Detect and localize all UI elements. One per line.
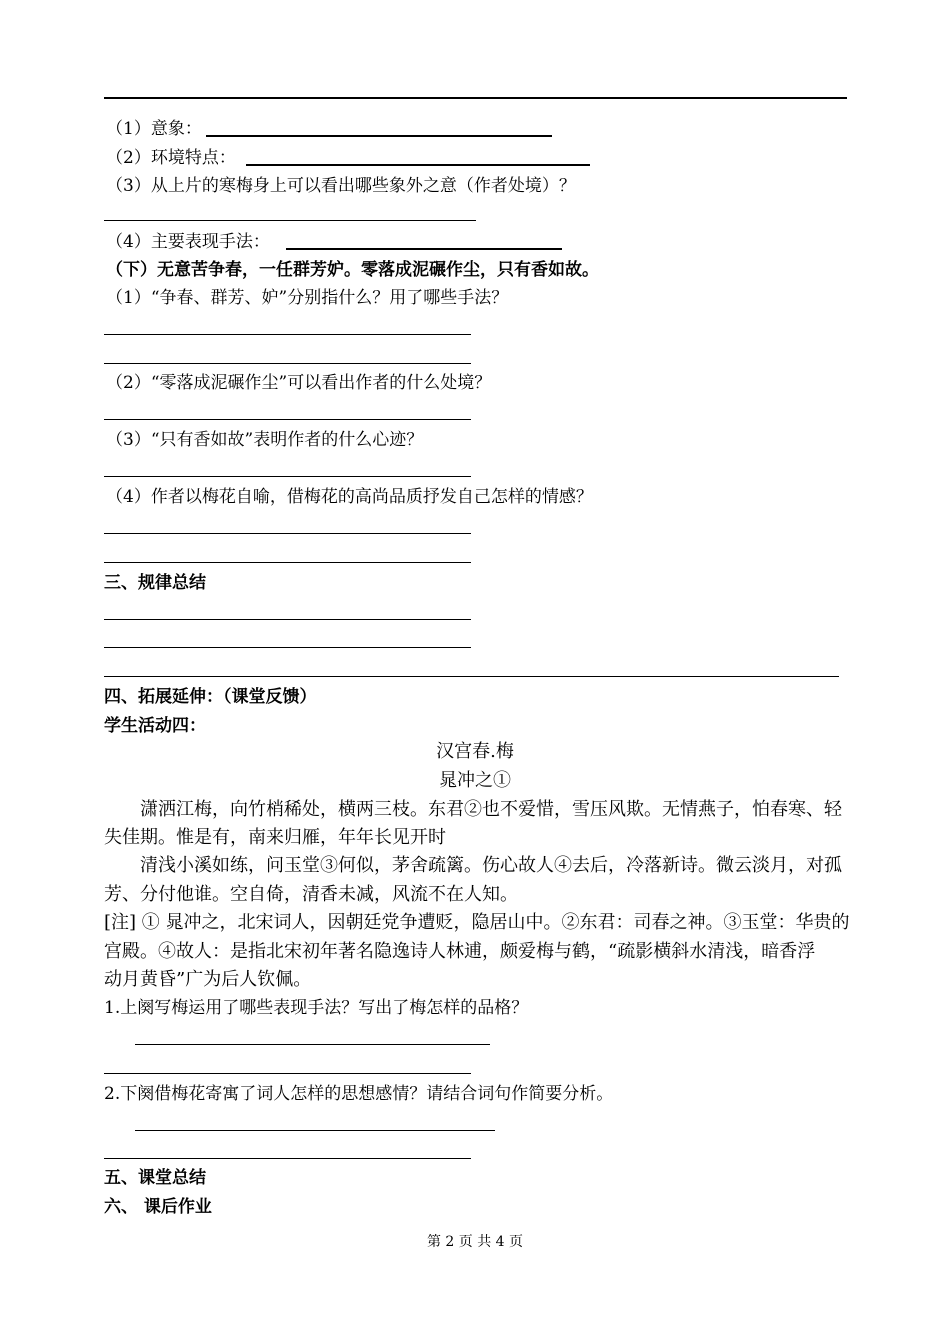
answer-line bbox=[286, 248, 562, 250]
answer-line bbox=[104, 334, 471, 335]
extension-question-1: 1.上阕写梅运用了哪些表现手法？写出了梅怎样的品格？ bbox=[104, 998, 529, 1018]
answer-line bbox=[104, 419, 471, 420]
extension-question-2: 2.下阕借梅花寄寓了词人怎样的思想感情？请结合词句作简要分析。 bbox=[104, 1084, 614, 1104]
lower-question-2: （2）“零落成泥碾作尘”可以看出作者的什么处境？ bbox=[106, 373, 492, 393]
question-technique: （4）主要表现手法： bbox=[106, 232, 270, 252]
poem-title: 汉宫春.梅 bbox=[436, 741, 514, 762]
poem-author: 晁冲之① bbox=[439, 770, 511, 791]
note-line-1: [注] ① 晁冲之，北宋词人，因朝廷党争遭贬，隐居山中。②东君：司春之神。③玉堂：华贵的 bbox=[104, 912, 850, 933]
question-meaning: （3）从上片的寒梅身上可以看出哪些象外之意（作者处境）？ bbox=[106, 176, 576, 196]
question-imagery: （1）意象： bbox=[106, 119, 202, 139]
question-environment: （2）环境特点： bbox=[106, 148, 236, 168]
poem-paragraph-1-line-1: 潇洒江梅，向竹梢稀处，横两三枝。东君②也不爱惜，雪压风欺。无情燕子，怕春寒、轻 bbox=[140, 799, 842, 820]
section-6-heading: 六、 课后作业 bbox=[104, 1197, 212, 1217]
answer-line bbox=[104, 220, 476, 221]
answer-line bbox=[246, 164, 590, 166]
poem-paragraph-2-line-1: 清浅小溪如练，问玉堂③何似，茅舍疏篱。伤心故人④去后，冷落新诗。微云淡月，对孤 bbox=[140, 855, 842, 876]
answer-line bbox=[135, 1044, 490, 1045]
lower-verse: （下）无意苦争春，一任群芳妒。零落成泥碾作尘，只有香如故。 bbox=[106, 260, 599, 280]
answer-line bbox=[206, 135, 552, 137]
answer-line bbox=[104, 533, 471, 534]
section-3-heading: 三、规律总结 bbox=[104, 573, 206, 593]
answer-line bbox=[104, 619, 471, 620]
answer-line bbox=[104, 676, 839, 677]
section-5-heading: 五、课堂总结 bbox=[104, 1168, 206, 1188]
answer-line bbox=[104, 1158, 471, 1159]
top-rule bbox=[104, 97, 847, 99]
note-line-3: 动月黄昏”广为后人钦佩。 bbox=[104, 969, 312, 990]
note-line-2: 宫殿。④故人：是指北宋初年著名隐逸诗人林逋，颇爱梅与鹤，“疏影横斜水清浅，暗香浮 bbox=[104, 941, 816, 962]
lower-question-3: （3）“只有香如故”表明作者的什么心迹？ bbox=[106, 430, 424, 450]
poem-paragraph-2-line-2: 芳、分付他谁。空自倚，清香未减，风流不在人知。 bbox=[104, 884, 518, 905]
activity-label: 学生活动四： bbox=[104, 716, 206, 736]
lower-question-1: （1）“争春、群芳、妒”分别指什么？用了哪些手法？ bbox=[106, 288, 509, 308]
answer-line bbox=[104, 476, 471, 477]
poem-paragraph-1-line-2: 失佳期。惟是有，南来归雁，年年长见开时 bbox=[104, 827, 446, 848]
answer-line bbox=[135, 1130, 495, 1131]
section-4-heading: 四、拓展延伸：（课堂反馈） bbox=[104, 687, 317, 707]
answer-line bbox=[104, 1073, 471, 1074]
page-number: 第 2 页 共 4 页 bbox=[426, 1234, 524, 1250]
answer-line bbox=[104, 562, 471, 563]
answer-line bbox=[104, 363, 471, 364]
answer-line bbox=[104, 647, 471, 648]
lower-question-4: （4）作者以梅花自喻，借梅花的高尚品质抒发自己怎样的情感？ bbox=[106, 487, 593, 507]
